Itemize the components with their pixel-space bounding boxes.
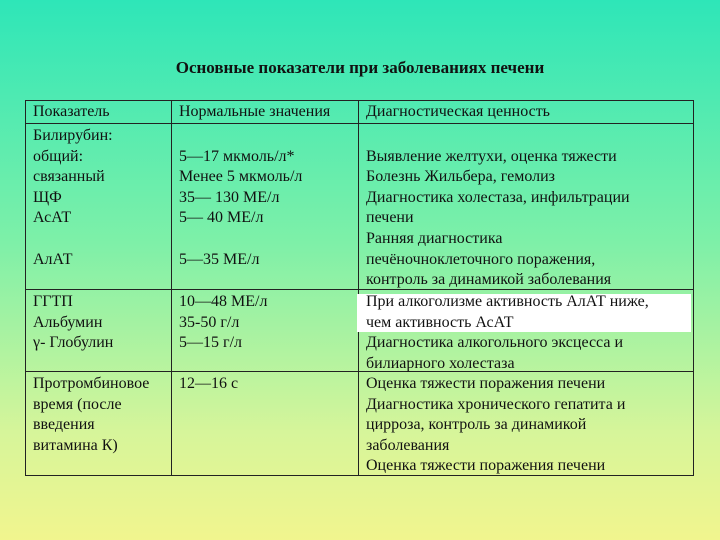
row-3-normal-values: 12—16 с [179, 375, 239, 392]
row-1-indicators: Билирубин: общий: связанный ЩФ АсАТ АлАТ [33, 127, 113, 268]
column-divider [171, 101, 172, 475]
row-2-indicators: ГГТП Альбумин γ- Глобулин [33, 293, 114, 352]
row-2-diagnostic-value: При алкоголизме активность АлАТ ниже, чем активность АсАТ Диагностика алкогольного эксцесса и билиарного холестаза [366, 293, 649, 372]
row-3-diagnostic-value: Оценка тяжести поражения печени Диагностика хронического гепатита и цирроза, контроль за динамикой заболевания Оценка тяжести поражения печени [366, 375, 626, 475]
slide-title: Основные показатели при заболеваниях печени [175, 58, 545, 77]
column-divider [358, 101, 359, 475]
row-2-normal-values: 10—48 МЕ/л 35-50 г/л 5—15 г/л [179, 293, 268, 352]
header-divider [26, 123, 693, 124]
row-1-normal-values: 5—17 мкмоль/л* Менее 5 мкмоль/л 35— 130 МЕ/л 5— 40 МЕ/л 5—35 МЕ/л [179, 147, 303, 268]
header-diagnostic-value: Диагностическая ценность [366, 103, 550, 120]
header-indicator: Показатель [33, 103, 110, 120]
row-3-indicators: Протромбиновое время (после введения витамина К) [33, 375, 150, 454]
row-1-diagnostic-value: Выявление желтухи, оценка тяжести Болезнь Жильбера, гемолиз Диагностика холестаза, инфильтрации печени Ранняя диагностика печёночноклеточного поражения, контроль за динамикой заболевания [366, 147, 630, 289]
liver-indicators-table [25, 100, 694, 476]
header-normal-values: Нормальные значения [179, 103, 331, 120]
